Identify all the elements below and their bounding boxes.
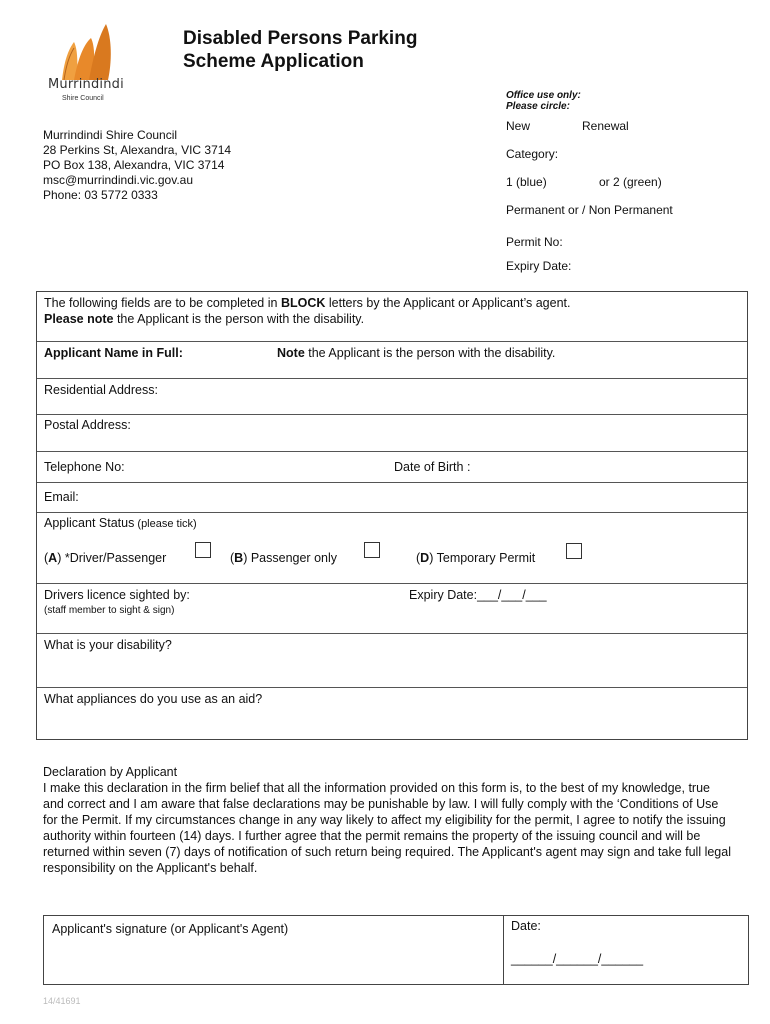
email-label: Email: [44,490,79,504]
status-a-label: (A) *Driver/Passenger [44,551,167,565]
residential-address-label: Residential Address: [44,383,158,397]
licence-expiry-label: Expiry Date:___/___/___ [409,588,547,602]
office-green: or 2 (green) [599,175,662,189]
disability-label: What is your disability? [44,638,172,652]
date-label: Date: [511,919,541,933]
dob-label: Date of Birth : [394,460,471,474]
applicant-status-row [37,513,747,584]
document-code: 14/41691 [43,996,81,1006]
logo-subtitle: Shire Council [62,95,104,102]
applicant-status-label: Applicant Status (please tick) [44,516,197,530]
office-expiry: Expiry Date: [506,259,572,273]
date-field[interactable]: ______/______/______ [511,952,644,966]
email-row[interactable] [37,483,747,513]
applicant-name-row[interactable] [37,342,747,379]
address-email: msc@murrindindi.vic.gov.au [43,173,194,187]
address-line: Murrindindi Shire Council [43,128,178,142]
office-permit-no: Permit No: [506,235,563,249]
signature-label: Applicant's signature (or Applicant's Agent) [52,922,289,936]
form-intro-row [37,292,747,342]
applicant-name-note: Note the Applicant is the person with the disability. [277,346,556,360]
drivers-licence-row[interactable] [37,584,747,634]
logo-name: Murrindindi [48,77,124,92]
title-line-2: Scheme Application [183,51,364,72]
status-d-label: (D) Temporary Permit [416,551,536,565]
office-use-heading [506,90,581,112]
council-logo-icon [44,22,128,82]
declaration-heading: Declaration by Applicant [43,765,178,779]
telephone-row[interactable] [37,452,747,483]
declaration-body: I make this declaration in the firm belief that all the information provided on this form is, to the best of my knowledge, true and correct and I am aware that false declarations may be punishable by law. I will fully comply with the ‘Conditions of Use for the Permit. If my circumstances change in any way likely to affect my eligibility for the permit, I agree to notify the issuing authority within fourteen (14) days. I further agree that the permit remains the property of the issuing council and will be returned within seven (7) days of notification of such return being required. The Applicant's agent may sign and take full legal responsibility on the Applicant's behalf. [43,781,731,875]
address-line: PO Box 138, Alexandra, VIC 3714 [43,158,225,172]
office-blue: 1 (blue) [506,175,547,189]
drivers-licence-hint: (staff member to sight & sign) [44,605,175,616]
status-b-label: (B) Passenger only [230,551,338,565]
declaration [43,764,733,876]
page-title [183,27,417,73]
applicant-name-label: Applicant Name in Full: [44,346,183,360]
address-phone: Phone: 03 5772 0333 [43,188,158,202]
telephone-label: Telephone No: [44,460,125,474]
office-new: New [506,119,531,133]
postal-address-label: Postal Address: [44,418,131,432]
form-intro: The following fields are to be completed in BLOCK letters by the Applicant or Applicant’s agent. [44,296,571,310]
signature-box [43,915,749,985]
appliances-label: What appliances do you use as an aid? [44,692,263,706]
application-form [36,291,748,740]
postal-address-row[interactable] [37,415,747,452]
form-note: Please note the Applicant is the person with the disability. [44,312,365,326]
address-line: 28 Perkins St, Alexandra, VIC 3714 [43,143,232,157]
office-use-circle-line: Please circle: [506,101,570,112]
office-category: Category: [506,147,559,161]
status-b-checkbox[interactable] [364,542,380,558]
office-use-line: Office use only: [506,90,581,101]
appliances-row[interactable] [37,688,747,740]
office-renewal: Renewal [582,119,629,133]
status-d-checkbox[interactable] [566,543,582,559]
signature-divider [503,916,504,984]
status-a-checkbox[interactable] [195,542,211,558]
council-address [43,128,231,203]
drivers-licence-label: Drivers licence sighted by: [44,588,190,602]
office-permanence: Permanent or / Non Permanent [506,203,673,217]
residential-address-row[interactable] [37,379,747,415]
disability-row[interactable] [37,634,747,688]
title-line-1: Disabled Persons Parking [183,28,418,49]
